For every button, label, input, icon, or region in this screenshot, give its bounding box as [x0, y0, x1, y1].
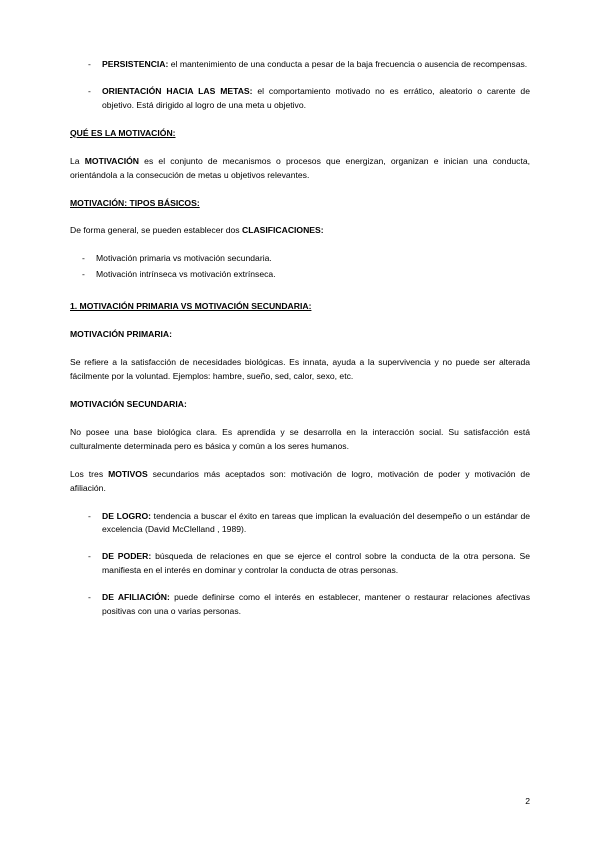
bullet-dash: - [88, 85, 91, 96]
bullet-dash: - [88, 551, 91, 562]
paragraph-bold: MOTIVACIÓN [84, 155, 139, 166]
list-item [70, 85, 530, 113]
motivos-list [70, 510, 530, 620]
section-heading-tipos: MOTIVACIÓN: TIPOS BÁSICOS: [70, 197, 200, 208]
paragraph-bold: MOTIVOS [108, 468, 148, 479]
bullet-text [102, 85, 530, 113]
bullet-body: tendencia a buscar el éxito en tareas que implican la evaluación del desempeño o un estándar de excelencia (David McClelland , 1989). [102, 510, 531, 535]
bullet-dash: - [88, 510, 91, 521]
bullet-text [102, 58, 530, 72]
list-item [70, 252, 530, 266]
bullet-body: el comportamiento motivado no es errático, aleatorio o carente de objetivo. Está dirigido al logro de una meta u objetivo. [102, 85, 530, 110]
bullet-text: Motivación intrínseca vs motivación extrínseca. [96, 269, 276, 280]
subheading-primaria: MOTIVACIÓN PRIMARIA: [70, 329, 173, 340]
list-item [70, 510, 530, 538]
paragraph-primaria: Se refiere a la satisfacción de necesidades biológicas. Es innata, ayuda a la supervivencia y no puede ser alterada fácilmente por la voluntad. Ejemplos: hambre, sueño, sed, calor, sexo, etc. [70, 357, 530, 381]
bullet-text: Motivación primaria vs motivación secundaria. [96, 253, 272, 264]
bullet-term: DE LOGRO: [102, 510, 151, 521]
top-bullet-list [70, 58, 530, 113]
bullet-term: DE AFILIACIÓN: [102, 592, 170, 603]
bullet-body: búsqueda de relaciones en que se ejerce el control sobre la conducta de la otra persona. Se manifiesta en el interés en dominar y controlar la conducta de otras personas. [102, 551, 531, 576]
bullet-body: puede definirse como el interés en establecer, mantener o restaurar relaciones afectivas positivas con una o varias personas. [102, 592, 530, 617]
paragraph-pre: Los tres [70, 468, 109, 479]
bullet-term: DE PODER: [102, 551, 152, 562]
paragraph-bold: CLASIFICACIONES: [241, 225, 324, 236]
section-heading-text: 1. MOTIVACIÓN PRIMARIA VS MOTIVACIÓN SECUNDARIA: [70, 301, 312, 312]
list-item [70, 591, 530, 619]
list-item [70, 268, 530, 282]
paragraph-que-es [70, 155, 530, 183]
bullet-dash: - [88, 59, 91, 69]
document-body [70, 58, 530, 619]
bullet-term: PERSISTENCIA: [102, 59, 169, 69]
paragraph-tipos [70, 224, 530, 238]
bullet-dash: - [82, 269, 85, 280]
paragraph-pre: La [70, 155, 85, 166]
paragraph-pre: De forma general, se pueden establecer dos [70, 225, 242, 236]
clasificaciones-list [70, 252, 530, 282]
section-heading-primaria-secundaria [70, 300, 530, 314]
bullet-text [102, 550, 530, 578]
list-item [70, 58, 530, 72]
bullet-body: el mantenimiento de una conducta a pesar de la baja frecuencia o ausencia de recompensas. [168, 59, 528, 69]
bullet-dash: - [82, 253, 85, 264]
paragraph-post: es el conjunto de mecanismos o procesos que energizan, organizan e inician una conducta, orientándola a la consecución de metas u objetivos relevantes. [70, 155, 530, 180]
bullet-text [102, 591, 530, 619]
paragraph-motivos-intro [70, 468, 530, 496]
paragraph-secundaria: No posee una base biológica clara. Es aprendida y se desarrolla en la interacción social. Su satisfacción está culturalmente determinada pero es básica y común a los seres humanos. [70, 426, 530, 451]
section-heading-que-es: QUÉ ES LA MOTIVACIÓN: [70, 127, 176, 138]
bullet-term: ORIENTACIÓN HACIA LAS METAS: [102, 85, 253, 96]
page-number: 2 [525, 796, 530, 806]
list-item [70, 550, 530, 578]
bullet-dash: - [88, 592, 91, 603]
subheading-secundaria: MOTIVACIÓN SECUNDARIA: [70, 398, 187, 409]
paragraph-post: secundarios más aceptados son: motivación de logro, motivación de poder y motivación de afiliación. [70, 468, 530, 493]
bullet-text [102, 510, 530, 538]
